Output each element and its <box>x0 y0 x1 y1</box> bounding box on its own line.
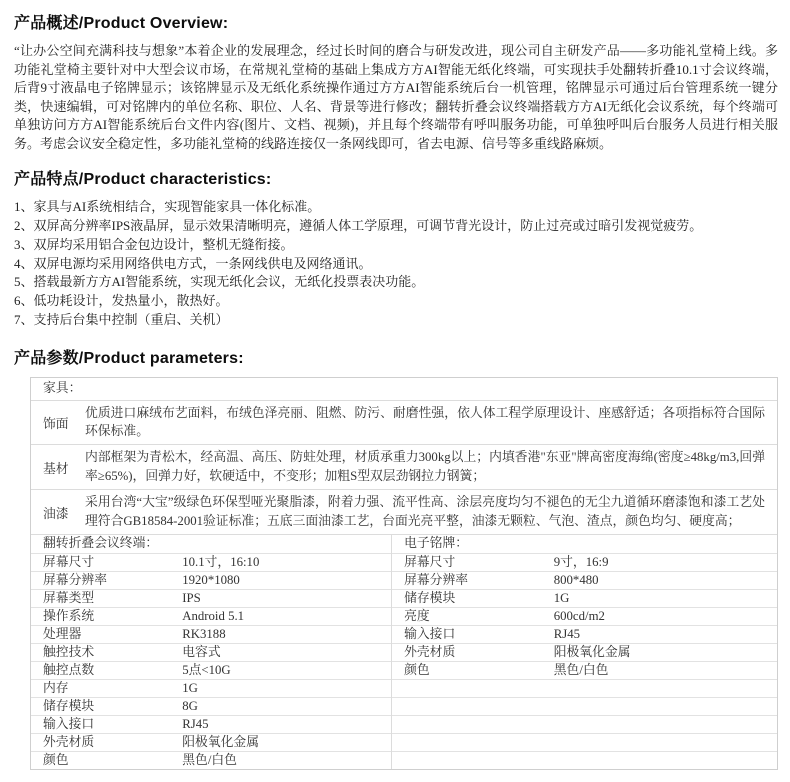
spec-value <box>554 716 777 733</box>
spec-row <box>392 589 777 607</box>
spec-row <box>392 661 777 679</box>
spec-row <box>31 751 391 769</box>
spec-value: 800*480 <box>553 573 599 588</box>
spec-value: 600cd/m2 <box>553 609 605 624</box>
spec-label: 输入接口 <box>404 627 456 642</box>
spec-label <box>392 698 554 715</box>
spec-row <box>31 697 391 715</box>
spec-value: 黑色/白色 <box>553 663 609 678</box>
parameters-title: 产品参数/Product parameters: <box>14 349 244 367</box>
spec-label <box>392 680 554 697</box>
spec-label: 输入接口 <box>43 717 95 732</box>
spec-row <box>31 589 391 607</box>
spec-label: 颜色 <box>43 753 69 768</box>
spec-value: 阳极氧化金属 <box>553 645 631 660</box>
spec-row <box>392 733 777 751</box>
feature-item: 1、家具与AI系统相结合，实现智能家具一体化标准。 <box>14 199 321 215</box>
spec-value: 10.1寸，16:10 <box>182 555 260 570</box>
spec-label: 外壳材质 <box>404 645 456 660</box>
spec-label: 处理器 <box>43 627 82 642</box>
furniture-row <box>31 444 777 489</box>
spec-label: 颜色 <box>404 663 430 678</box>
spec-value: 1920*1080 <box>182 573 240 588</box>
terminal-table-rows <box>31 553 391 769</box>
spec-value <box>554 680 777 697</box>
spec-value: IPS <box>182 591 201 606</box>
spec-label: 触控点数 <box>43 663 95 678</box>
spec-label: 屏幕类型 <box>43 591 95 606</box>
spec-value: 黑色/白色 <box>182 753 237 768</box>
spec-row <box>31 643 391 661</box>
spec-value: 电容式 <box>182 645 221 660</box>
spec-row <box>31 661 391 679</box>
furniture-row-label: 饰面 <box>43 416 69 431</box>
furniture-row <box>31 400 777 445</box>
furniture-row-value: 采用台湾“大宝”级绿色环保型哑光聚脂漆，附着力强、流平性高、涂层亮度均匀不褪色的无尘九道循环磨漆饱和漆工艺处理符合GB18584-2001验证标准；五底三面油漆工艺，台面光亮平整，油漆无颗粒、气泡、渣点，颜色均匀、硬度高； <box>85 495 765 529</box>
feature-item: 4、双屏电源均采用网络供电方式，一条网线供电及网络通讯。 <box>14 255 372 271</box>
spec-row <box>31 715 391 733</box>
spec-value: RJ45 <box>182 717 209 732</box>
spec-row <box>31 625 391 643</box>
spec-value: 阳极氧化金属 <box>182 735 259 750</box>
spec-label: 储存模块 <box>43 699 95 714</box>
spec-row <box>31 571 391 589</box>
nameplate-table-rows <box>392 553 777 769</box>
terminal-spec-table <box>31 535 392 769</box>
spec-value: 8G <box>182 699 198 714</box>
spec-label: 屏幕分辨率 <box>43 573 107 588</box>
spec-value: 5点<10G <box>182 663 231 678</box>
spec-value <box>554 698 777 715</box>
spec-label: 屏幕分辨率 <box>404 573 469 588</box>
furniture-row-label: 基材 <box>43 461 69 476</box>
spec-row <box>392 625 777 643</box>
furniture-row <box>31 489 777 534</box>
spec-label: 亮度 <box>404 609 430 624</box>
spec-label <box>392 734 554 751</box>
spec-tables <box>31 534 777 769</box>
spec-label: 外壳材质 <box>43 735 95 750</box>
spec-value: 9寸，16:9 <box>553 555 609 570</box>
furniture-row-label: 油漆 <box>43 506 69 521</box>
overview-paragraph: “让办公空间充满科技与想象”本着企业的发展理念，经过长时间的磨合与研发改进，现公司自主研发产品——多功能礼堂椅上线。多功能礼堂椅主要针对中大型会议市场，在常规礼堂椅的基础上集成方方AI智能无纸化终端，可实现扶手处翻转折叠10.1寸会议终端，后背9寸液晶电子铭牌显示；该铭牌显示及无纸化系统操作通过方方AI智能系统后台一机管理，铭牌显示可通过后台管理系统一键分类，快速编辑，可对铭牌内的单位名称、职位、人名、背景等进行修改；翻转折叠会议终端搭载方方AI无纸化会议系统，每个终端可单独访问方方AI智能系统后台文件内容(图片、文档、视频)，并且每个终端带有呼叫服务功能，可单独呼叫后台服务人员进行相关服务。考虑会议安全稳定性，多功能礼堂椅的线路连接仅一条网线即可，省去电源、信号等多重线路麻烦。 <box>14 43 778 151</box>
spec-row <box>392 643 777 661</box>
spec-value: RK3188 <box>182 627 226 642</box>
spec-label: 屏幕尺寸 <box>404 555 456 570</box>
feature-item: 7、支持后台集中控制（重启、关机） <box>14 311 229 327</box>
spec-label: 操作系统 <box>43 609 95 624</box>
spec-value <box>554 752 777 769</box>
terminal-table-header-row <box>31 535 391 553</box>
characteristics-list <box>14 198 778 329</box>
spec-row <box>31 679 391 697</box>
spec-label <box>392 716 554 733</box>
spec-row <box>392 697 777 715</box>
nameplate-spec-table <box>392 535 777 769</box>
feature-item: 3、双屏均采用铝合金包边设计，整机无缝衔接。 <box>14 236 294 252</box>
spec-label: 内存 <box>43 681 69 696</box>
furniture-row-value: 优质进口麻绒布艺面料，布绒色泽亮丽、阻燃、防污、耐磨性强，依人体工程学原理设计、座感舒适；各项指标符合国际环保标准。 <box>85 405 765 439</box>
feature-item: 5、搭载最新方方AI智能系统，实现无纸化会议，无纸化投票表决功能。 <box>14 274 425 290</box>
spec-row <box>392 715 777 733</box>
parameters-table <box>30 377 778 771</box>
spec-row <box>31 733 391 751</box>
characteristics-title: 产品特点/Product characteristics: <box>14 171 272 189</box>
overview-title: 产品概述/Product Overview: <box>14 15 229 32</box>
spec-label <box>392 752 554 769</box>
spec-row <box>392 553 777 571</box>
furniture-table-header: 家具： <box>43 380 82 395</box>
spec-row <box>31 553 391 571</box>
nameplate-table-header-row <box>392 535 777 553</box>
spec-value: 1G <box>182 681 198 696</box>
spec-row <box>392 751 777 769</box>
spec-row <box>392 679 777 697</box>
spec-label: 触控技术 <box>43 645 95 660</box>
spec-value: RJ45 <box>553 627 581 642</box>
spec-row <box>392 571 777 589</box>
spec-value <box>554 734 777 751</box>
spec-value: Android 5.1 <box>182 609 245 624</box>
spec-label: 储存模块 <box>404 591 456 606</box>
nameplate-table-title: 电子铭牌： <box>404 536 469 551</box>
spec-row <box>31 607 391 625</box>
spec-row <box>392 607 777 625</box>
furniture-table-rows <box>31 400 777 535</box>
feature-item: 6、低功耗设计，发热量小，散热好。 <box>14 293 229 309</box>
spec-label: 屏幕尺寸 <box>43 555 95 570</box>
feature-item: 2、双屏高分辨率IPS液晶屏，显示效果清晰明亮，遵循人体工学原理，可调节背光设计，防止过亮或过暗引发视觉疲劳。 <box>14 218 703 234</box>
spec-value: 1G <box>553 591 570 606</box>
furniture-row-value: 内部框架为青松木，经高温、高压、防蛀处理，材质承重力300kg以上；内填香港"东亚"牌高密度海绵(密度≥48kg/m3,回弹率≥65%)，回弹力好，软硬适中，不变形；加粗S型双层劲钢拉力钢簧； <box>85 450 765 484</box>
terminal-table-title: 翻转折叠会议终端： <box>43 536 159 551</box>
